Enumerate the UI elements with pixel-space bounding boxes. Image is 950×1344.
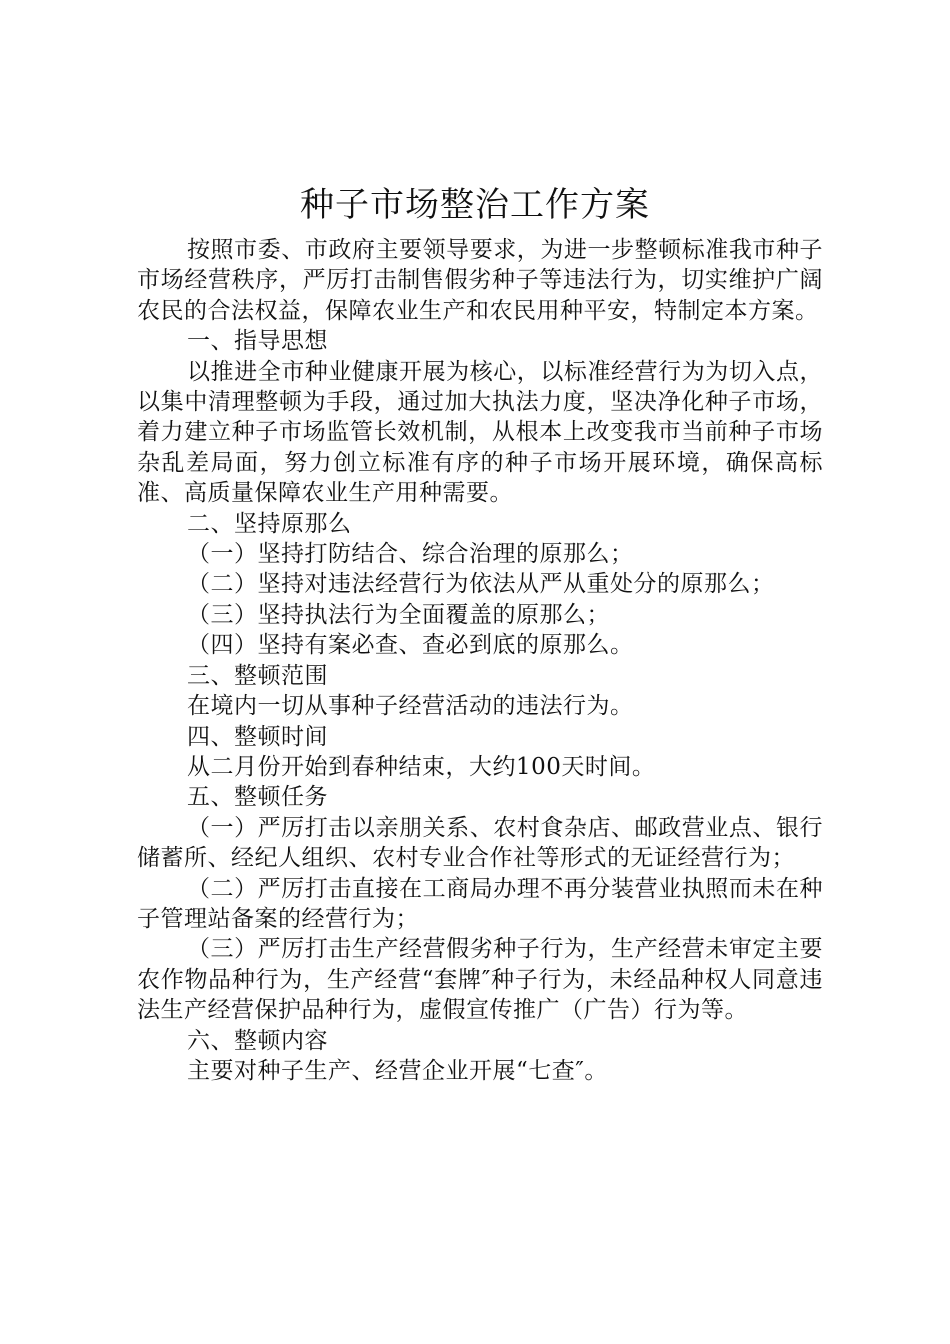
principle-item: （四）坚持有案必查、查必到底的原那么。 — [187, 632, 634, 659]
scope-paragraph: 在境内一切从事种子经营活动的违法行为。 — [187, 693, 634, 720]
section-heading-content: 六、整顿内容 — [187, 1027, 328, 1054]
section-heading-principles: 二、坚持原那么 — [187, 510, 352, 537]
content-paragraph: 主要对种子生产、经营企业开展“七查″。 — [187, 1057, 608, 1084]
document-body — [137, 235, 823, 1086]
intro-paragraph: 按照市委、市政府主要领导要求，为进一步整顿标准我市种子市场经营秩序，严厉打击制售假劣种子等违法行为，切实维护广阔农民的合法权益，保障农业生产和农民用种平安，特制定本方案。 — [137, 237, 823, 324]
principle-item: （三）坚持执法行为全面覆盖的原那么； — [187, 601, 610, 628]
section-heading-tasks: 五、整顿任务 — [187, 784, 328, 811]
section-heading-guiding-ideology: 一、指导思想 — [187, 328, 328, 355]
time-paragraph: 从二月份开始到春种结束，大约100天时间。 — [187, 753, 656, 780]
task-item: （一）严厉打击以亲朋关系、农村食杂店、邮政营业点、银行储蓄所、经纪人组织、农村专业合作社等形式的无证经营行为； — [137, 814, 823, 872]
document-title: 种子市场整治工作方案 — [300, 185, 650, 225]
principle-item: （二）坚持对违法经营行为依法从严从重处分的原那么； — [187, 571, 775, 598]
task-item: （三）严厉打击生产经营假劣种子行为，生产经营未审定主要农作物品种行为，生产经营“套牌″种子行为，未经品种权人同意违法生产经营保护品种行为，虚假宣传推广（广告）行为等。 — [137, 936, 823, 1024]
guiding-ideology-paragraph: 以推进全市种业健康开展为核心，以标准经营行为为切入点，以集中清理整顿为手段，通过加大执法力度，坚决净化种子市场，着力建立种子市场监管长效机制，从根本上改变我市当前种子市场杂乱差局面，努力创立标准有序的种子市场开展环境，确保高标准、高质量保障农业生产用种需要。 — [137, 358, 823, 507]
principle-item: （一）坚持打防结合、综合治理的原那么； — [187, 541, 634, 568]
section-heading-time: 四、整顿时间 — [187, 723, 328, 750]
task-item: （二）严厉打击直接在工商局办理不再分装营业执照而未在种子管理站备案的经营行为； — [137, 875, 823, 932]
section-heading-scope: 三、整顿范围 — [187, 662, 328, 689]
